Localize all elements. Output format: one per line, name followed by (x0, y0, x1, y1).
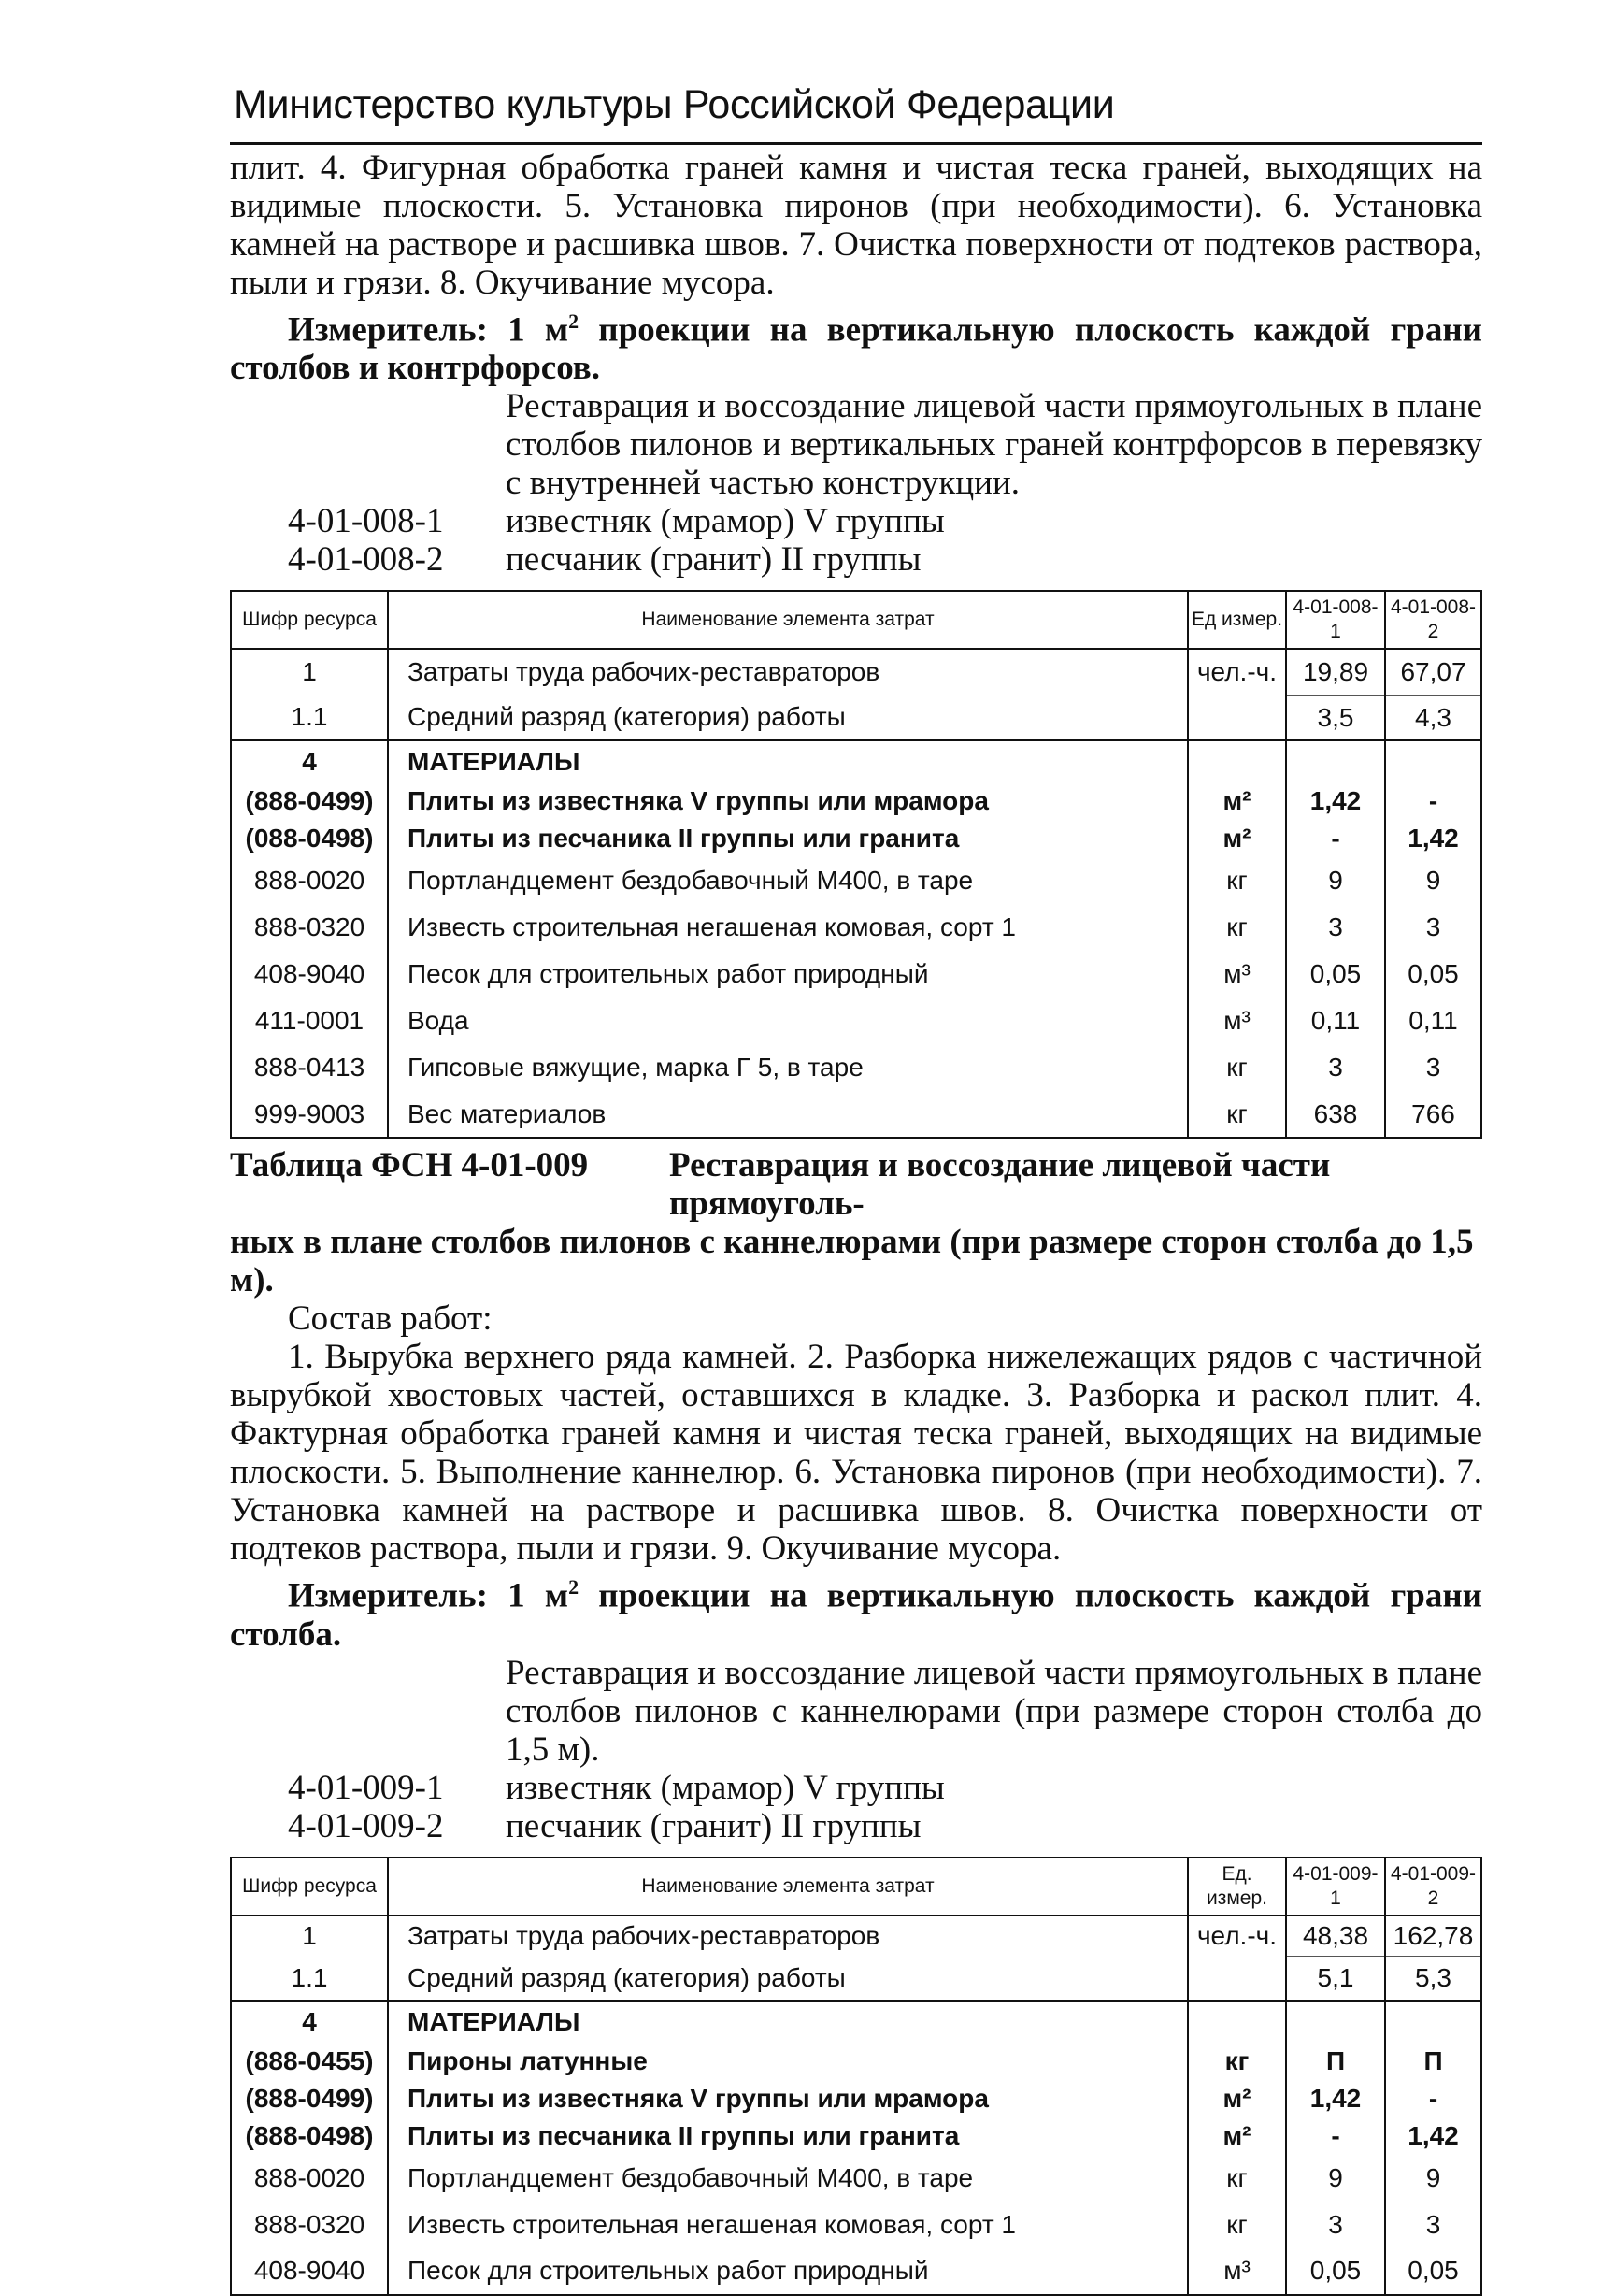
resource-code: 888-0320 (231, 2202, 388, 2248)
unit: м² (1188, 820, 1286, 857)
unit: кг (1188, 2043, 1286, 2080)
unit: чел.-ч. (1188, 649, 1286, 695)
norm-value-1: П (1286, 2043, 1385, 2080)
resource-name: Песок для строительных работ природный (388, 2248, 1188, 2295)
table-row (231, 951, 1481, 997)
norm-value-1: 3 (1286, 904, 1385, 951)
norm-value-2: 4,3 (1385, 695, 1481, 740)
resource-name: Затраты труда рабочих-реставраторов (388, 1916, 1188, 1957)
resource-name: Портландцемент бездобавочный М400, в таре (388, 857, 1188, 904)
unit: чел.-ч. (1188, 1916, 1286, 1957)
table-label: Таблица ФСН 4-01-009 (230, 1146, 589, 1185)
norm-value-1: 0,11 (1286, 997, 1385, 1044)
resource-name: Средний разряд (категория) работы (388, 1957, 1188, 2001)
resource-name: МАТЕРИАЛЫ (388, 740, 1188, 782)
norm-code: 4-01-008-2 (288, 540, 444, 580)
table-row (231, 2155, 1481, 2202)
norm-description: Реставрация и воссоздание лицевой части прямоугольных в плане столбов пилонов с каннелюрами (при размере сторон столба до 1,5 м). (506, 1653, 1482, 1769)
table-title-line-2: ных в плане столбов пилонов с каннелюрами (при размере сторон столба до 1,5 м). (230, 1223, 1474, 1300)
norm-code: 4-01-008-1 (288, 502, 444, 541)
work-composition-continued: плит. 4. Фигурная обработка граней камня и чистая теска граней, выходящих на видимые плоскости. 5. Установка пиронов (при необходимости). 6. Установка камней на растворе и расшивка швов. 7. Очистка поверхности от подтеков раствора, пыли и грязи. 8. Окучивание мусора. (230, 149, 1482, 302)
norm-value-1: 3,5 (1286, 695, 1385, 740)
header-rule (230, 142, 1482, 145)
measure-unit: Измеритель: 1 $м^2$ проекции на вертикальную плоскость каждой грани столба. (230, 1575, 1482, 1654)
table-header-row (231, 591, 1481, 649)
table-row (231, 1916, 1481, 1957)
header-norm-1: 4-01-009-1 (1286, 1858, 1385, 1916)
header-code: Шифр ресурса (231, 591, 388, 649)
norm-value-2: 766 (1385, 1091, 1481, 1138)
norm-value-1: 1,42 (1286, 782, 1385, 820)
header-unit: Ед измер. (1188, 591, 1286, 649)
resource-code: (888-0455) (231, 2043, 388, 2080)
resource-name: Плиты из песчаника II группы или гранита (388, 2117, 1188, 2155)
norm-value-1 (1286, 2001, 1385, 2043)
resource-table-4-01-009 (230, 1857, 1482, 2296)
header-code: Шифр ресурса (231, 1858, 388, 1916)
work-composition: 1. Вырубка верхнего ряда камней. 2. Разборка нижележащих рядов с частичной вырубкой хвостовых частей, оставшихся в кладке. 3. Разборка и раскол плит. 4. Фактурная обработка граней камня и чистая теска граней, выходящих на видимые плоскости. 5. Выполнение каннелюр. 6. Установка пиронов (при необходимости). 7. Установка камней на растворе и расшивка швов. 8. Очистка поверхности от подтеков раствора, пыли и грязи. 9. Окучивание мусора. (230, 1338, 1482, 1569)
norm-value-1: 3 (1286, 1044, 1385, 1091)
norm-value-1: 0,05 (1286, 2248, 1385, 2295)
resource-table-4-01-008 (230, 590, 1482, 1139)
unit: м³ (1188, 2248, 1286, 2295)
resource-name: Песок для строительных работ природный (388, 951, 1188, 997)
page (230, 79, 1482, 2296)
unit: кг (1188, 2155, 1286, 2202)
resource-name: Плиты из известняка V группы или мрамора (388, 782, 1188, 820)
norm-value-2: 0,11 (1385, 997, 1481, 1044)
section-4-01-008 (230, 149, 1482, 579)
resource-code: 999-9003 (231, 1091, 388, 1138)
norm-value-2: 5,3 (1385, 1957, 1481, 2001)
norm-value-2: 162,78 (1385, 1916, 1481, 1957)
unit: кг (1188, 857, 1286, 904)
resource-name: Портландцемент бездобавочный М400, в таре (388, 2155, 1188, 2202)
norm-value-2: 3 (1385, 904, 1481, 951)
norm-value-2: П (1385, 2043, 1481, 2080)
table-row (231, 1957, 1481, 2001)
resource-code: 4 (231, 740, 388, 782)
norm-value-2: 67,07 (1385, 649, 1481, 695)
table-row (231, 695, 1481, 740)
unit: м³ (1188, 997, 1286, 1044)
norm-value-1: 19,89 (1286, 649, 1385, 695)
resource-name: Вода (388, 997, 1188, 1044)
section-4-01-009 (230, 1146, 1482, 1844)
resource-name: Гипсовые вяжущие, марка Г 5, в таре (388, 1044, 1188, 1091)
resource-name: Плиты из песчаника II группы или гранита (388, 820, 1188, 857)
norm-code: 4-01-009-2 (288, 1806, 444, 1845)
table-row (231, 2043, 1481, 2080)
unit: кг (1188, 2202, 1286, 2248)
unit: кг (1188, 1044, 1286, 1091)
resource-code: 888-0020 (231, 2155, 388, 2202)
norm-code-description: известняк (мрамор) V группы (506, 1768, 945, 1807)
norm-value-2: 3 (1385, 2202, 1481, 2248)
header-name: Наименование элемента затрат (388, 1858, 1188, 1916)
table-title-line-1: Реставрация и воссоздание лицевой части прямоуголь- (669, 1146, 1331, 1224)
unit (1188, 740, 1286, 782)
norm-value-1: 638 (1286, 1091, 1385, 1138)
resource-name: Затраты труда рабочих-реставраторов (388, 649, 1188, 695)
norm-value-2: 1,42 (1385, 2117, 1481, 2155)
norm-description: Реставрация и воссоздание лицевой части прямоугольных в плане столбов пилонов и вертикальных граней контрфорсов в перевязку с внутренней частью конструкции. (506, 387, 1482, 503)
table-row (231, 857, 1481, 904)
table-row (231, 820, 1481, 857)
unit: м² (1188, 782, 1286, 820)
resource-code: 888-0020 (231, 857, 388, 904)
resource-code: 408-9040 (231, 951, 388, 997)
resource-name: Вес материалов (388, 1091, 1188, 1138)
norm-value-2 (1385, 740, 1481, 782)
norm-value-2: 1,42 (1385, 820, 1481, 857)
resource-name: Плиты из известняка V группы или мрамора (388, 2080, 1188, 2117)
norm-value-2: 0,05 (1385, 951, 1481, 997)
table-row (231, 782, 1481, 820)
resource-code: 888-0413 (231, 1044, 388, 1091)
resource-code: (088-0498) (231, 820, 388, 857)
table-title (230, 1146, 1482, 1223)
resource-name: МАТЕРИАЛЫ (388, 2001, 1188, 2043)
norm-value-1 (1286, 740, 1385, 782)
norm-value-1: - (1286, 2117, 1385, 2155)
unit: м² (1188, 2117, 1286, 2155)
resource-name: Средний разряд (категория) работы (388, 695, 1188, 740)
resource-code: 1.1 (231, 695, 388, 740)
table-row (231, 1044, 1481, 1091)
norm-value-1: 48,38 (1286, 1916, 1385, 1957)
resource-code: 888-0320 (231, 904, 388, 951)
table-header-row (231, 1858, 1481, 1916)
norm-value-1: - (1286, 820, 1385, 857)
norm-value-2: 3 (1385, 1044, 1481, 1091)
norm-value-2: 0,05 (1385, 2248, 1481, 2295)
norm-value-2: 9 (1385, 857, 1481, 904)
resource-name: Пироны латунные (388, 2043, 1188, 2080)
resource-code: 411-0001 (231, 997, 388, 1044)
table-row (231, 2117, 1481, 2155)
norm-code-description: песчаник (гранит) II группы (506, 1806, 922, 1845)
table-row (231, 649, 1481, 695)
norm-value-2: 9 (1385, 2155, 1481, 2202)
resource-code: 4 (231, 2001, 388, 2043)
table-row (231, 740, 1481, 782)
resource-code: (888-0499) (231, 2080, 388, 2117)
norm-value-2: - (1385, 2080, 1481, 2117)
norm-value-1: 5,1 (1286, 1957, 1385, 2001)
header-name: Наименование элемента затрат (388, 591, 1188, 649)
norm-value-1: 9 (1286, 857, 1385, 904)
table-row (231, 2080, 1481, 2117)
norm-value-1: 1,42 (1286, 2080, 1385, 2117)
unit: м² (1188, 2080, 1286, 2117)
resource-code: (888-0498) (231, 2117, 388, 2155)
norm-code: 4-01-009-1 (288, 1768, 444, 1807)
norm-value-1: 3 (1286, 2202, 1385, 2248)
unit: кг (1188, 904, 1286, 951)
resource-name: Известь строительная негашеная комовая, сорт 1 (388, 904, 1188, 951)
table-row (231, 2202, 1481, 2248)
header-norm-2: 4-01-008-2 (1385, 591, 1481, 649)
norm-code-description: известняк (мрамор) V группы (506, 502, 945, 541)
table-row (231, 904, 1481, 951)
resource-code: (888-0499) (231, 782, 388, 820)
table-row (231, 1091, 1481, 1138)
norm-codes (230, 502, 1482, 579)
norm-value-1: 9 (1286, 2155, 1385, 2202)
resource-code: 1 (231, 649, 388, 695)
table-row (231, 2001, 1481, 2043)
table-row (231, 997, 1481, 1044)
unit (1188, 2001, 1286, 2043)
measure-unit: Измеритель: 1 $м^2$ проекции на вертикальную плоскость каждой грани столбов и контрфорсов. (230, 309, 1482, 388)
header-unit: Ед. измер. (1188, 1858, 1286, 1916)
resource-code: 1.1 (231, 1957, 388, 2001)
norm-value-2 (1385, 2001, 1481, 2043)
resource-code: 408-9040 (231, 2248, 388, 2295)
header-norm-1: 4-01-008-1 (1286, 591, 1385, 649)
norm-value-1: 0,05 (1286, 951, 1385, 997)
unit: м³ (1188, 951, 1286, 997)
resource-code: 1 (231, 1916, 388, 1957)
table-row (231, 2248, 1481, 2295)
norm-value-2: - (1385, 782, 1481, 820)
running-header: Министерство культуры Российской Федерации (234, 82, 1115, 127)
unit (1188, 1957, 1286, 2001)
unit: кг (1188, 1091, 1286, 1138)
unit (1188, 695, 1286, 740)
norm-codes (230, 1769, 1482, 1845)
composition-label: Состав работ: (288, 1299, 493, 1339)
norm-code-description: песчаник (гранит) II группы (506, 540, 922, 580)
resource-name: Известь строительная негашеная комовая, сорт 1 (388, 2202, 1188, 2248)
header-norm-2: 4-01-009-2 (1385, 1858, 1481, 1916)
